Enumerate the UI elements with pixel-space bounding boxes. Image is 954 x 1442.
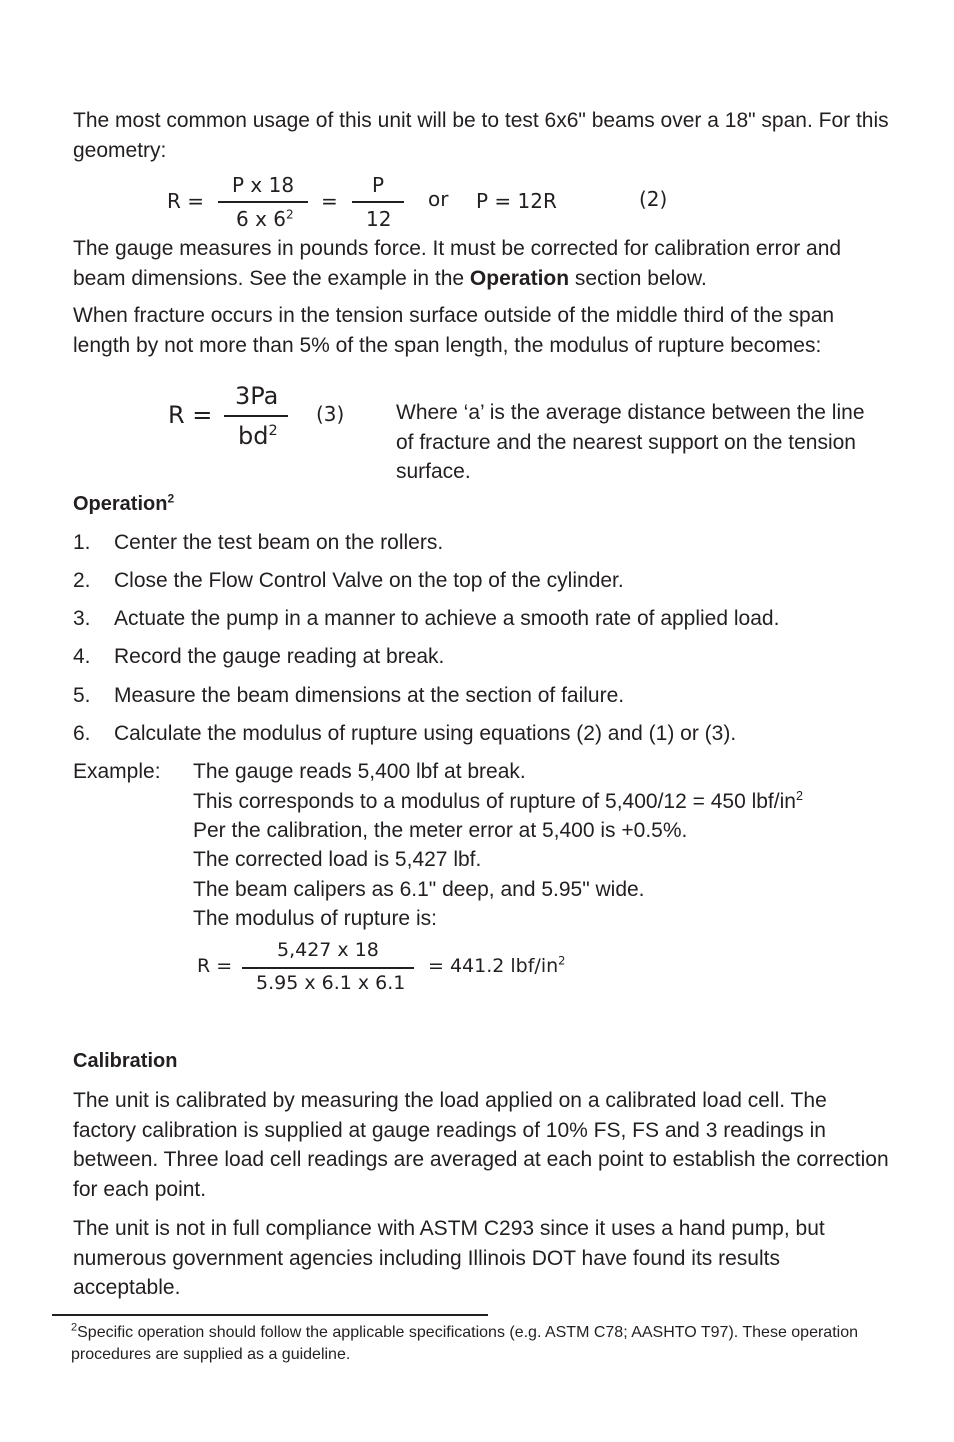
example-label: Example: (73, 760, 161, 783)
eq2-alternate: P = 12R (476, 189, 557, 213)
eq2-denominator-2: 12 (366, 207, 392, 231)
step-text: Measure the beam dimensions at the section of failure. (114, 684, 625, 707)
intro-paragraph: The most common usage of this unit will be to test 6x6" beams over a 18" span. For this geometry: (73, 109, 889, 162)
operation-heading: Operation$^2$ (73, 491, 175, 515)
calibration-paragraph-2: The unit is not in full compliance with ASTM C293 since it uses a hand pump, but numerous government agencies including Illinois DOT have found its results acceptable. (73, 1217, 825, 1299)
eq3-note: Where ‘a’ is the average distance between the line of fracture and the nearest support on the tension surface. (396, 401, 865, 483)
eq3-numerator: 3Pa (235, 382, 279, 410)
example-eq-lhs: R = (197, 955, 233, 977)
step-text: Actuate the pump in a manner to achieve a smooth rate of applied load. (114, 607, 780, 630)
example-line: This corresponds to a modulus of rupture of 5,400/12 = 450 lbf/$in^2$ (193, 789, 803, 813)
step-number: 2. (73, 569, 91, 592)
footnote-divider (52, 1314, 488, 1316)
example-eq-fraction-bar (242, 967, 414, 969)
eq2-equals: = (321, 189, 338, 213)
step-number: 6. (73, 722, 91, 745)
eq3-lhs: R = (168, 401, 213, 429)
fracture-paragraph: When fracture occurs in the tension surface outside of the middle third of the span length by not more than 5% of the span length, the modulus of rupture becomes: (73, 304, 835, 357)
step-text: Calculate the modulus of rupture using equations (2) and (1) or (3). (114, 722, 737, 745)
step-number: 1. (73, 531, 91, 554)
example-eq-result: = 441.2 lbf/$in^2$ (428, 953, 566, 977)
example-line: The corrected load is 5,427 lbf. (193, 848, 482, 871)
eq2-numerator-2: P (372, 173, 385, 197)
step-number: 5. (73, 684, 91, 707)
step-text: Center the test beam on the rollers. (114, 531, 444, 554)
gauge-paragraph: The gauge measures in pounds force. It must be corrected for calibration error and beam dimensions. See the example in the Operation section below. (73, 237, 842, 290)
eq3-denominator: $bd^2$ (238, 422, 278, 450)
eq2-fraction-bar-2 (352, 201, 404, 203)
step-number: 4. (73, 645, 91, 668)
step-text: Close the Flow Control Valve on the top of the cylinder. (114, 569, 624, 592)
example-eq-numerator: 5,427 x 18 (277, 939, 379, 961)
calibration-paragraph-1: The unit is calibrated by measuring the load applied on a calibrated load cell. The factory calibration is supplied at gauge readings of 10% FS, FS and 3 readings in between. Three load cell readings are averaged at each point to establish the correction for each point. (73, 1089, 889, 1201)
footnote: $^2$Specific operation should follow the applicable specifications (e.g. ASTM C78; AASHTO T97). These operation procedures are supplied as a guideline. (71, 1321, 858, 1363)
eq3-fraction-bar (224, 415, 288, 417)
calibration-heading: Calibration (73, 1050, 178, 1072)
eq2-denominator-1: 6 x $6^2$ (236, 207, 294, 231)
step-number: 3. (73, 607, 91, 630)
example-line: The modulus of rupture is: (193, 907, 437, 930)
example-line: The beam calipers as 6.1" deep, and 5.95" wide. (193, 878, 645, 901)
eq2-or: or (428, 187, 449, 211)
example-eq-denominator: 5.95 x 6.1 x 6.1 (256, 972, 406, 994)
eq2-lhs: R = (167, 189, 205, 213)
step-text: Record the gauge reading at break. (114, 645, 445, 668)
example-line: Per the calibration, the meter error at 5,400 is +0.5%. (193, 819, 688, 842)
eq2-numerator-1: P x 18 (232, 173, 295, 197)
eq2-fraction-bar-1 (218, 201, 308, 203)
example-line: The gauge reads 5,400 lbf at break. (193, 760, 526, 783)
eq2-label: (2) (639, 187, 668, 211)
eq3-label: (3) (316, 402, 345, 426)
